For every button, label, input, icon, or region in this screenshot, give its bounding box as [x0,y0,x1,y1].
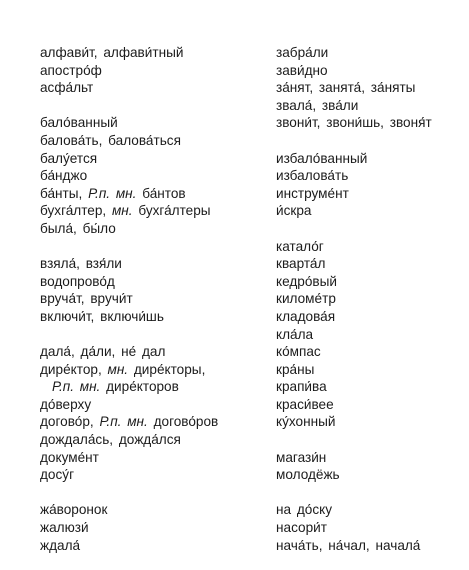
word-entry: нача́ть, на́чал, начала́ [276,537,421,553]
grammar-note: Р.п. мн. [88,185,137,201]
word-entry: насори́т [276,520,327,536]
grammar-note: мн. [107,361,129,377]
entry-spacer [40,238,268,256]
word-entry: забра́ли [276,45,329,60]
word-form: догово́р, [40,414,100,430]
grammar-note: мн. [111,203,133,219]
word-form: догово́ров [147,414,219,430]
word-entry: бало́ванный [40,115,118,131]
word-form: бухга́лтер, [40,203,112,219]
word-form: ба́нтов [136,185,186,201]
word-entry: ку́хонный [276,414,336,430]
word-entry: кла́ла [276,326,314,342]
word-entry: зави́дно [276,62,328,78]
word-entry: водопрово́д [40,273,115,289]
word-entry: алфави́т, алфави́тный [40,45,184,60]
entry-spacer [40,97,268,115]
word-entry: была́, бы́ло [40,220,116,236]
word-entry: взяла́, взя́ли [40,256,122,272]
word-entry: асфа́льт [40,80,94,96]
word-entry: ба́нджо [40,168,88,184]
entry-spacer [40,484,268,502]
word-entry [40,378,268,396]
entry-spacer [40,326,268,344]
word-form: бухга́лтеры [132,203,211,219]
word-entry: краси́вее [276,396,334,412]
word-entry: апостро́ф [40,62,102,78]
word-entry: избалова́ть [276,168,349,184]
grammar-note: Р.п. мн. [52,379,101,395]
word-entry: за́нят, занята́, за́няты [276,80,416,96]
word-entry: кладова́я [276,308,336,324]
word-entry: катало́г [276,238,324,254]
word-entry: докуме́нт [40,449,99,465]
entry-spacer [276,132,466,150]
word-entry [40,413,268,431]
word-entry: жалюзи́ [40,520,89,536]
word-entry: включи́т, включи́шь [40,308,164,324]
left-word-column [40,44,268,554]
word-entry: жа́воронок [40,502,108,518]
word-form: дире́ктор, [40,361,108,377]
word-entry: звони́т, звони́шь, звоня́т [276,115,432,131]
word-entry: дала́, да́ли, не́ дал [40,344,166,360]
word-entry [40,361,268,379]
word-entry [40,202,268,220]
word-entry: магази́н [276,449,327,465]
word-entry: кедро́вый [276,273,337,289]
word-entry [40,185,268,203]
word-entry: инструме́нт [276,185,349,201]
word-entry: киломе́тр [276,291,336,307]
word-form: дире́кторы, [128,361,206,377]
right-word-column [276,44,466,554]
word-entry: крапи́ва [276,379,327,395]
word-form: дире́кторов [100,379,179,395]
entry-spacer [276,220,466,238]
word-entry: молодёжь [276,467,340,483]
word-entry: на до́ску [276,502,333,518]
word-entry: кра́ны [276,361,315,377]
entry-spacer [276,431,466,449]
word-form: ба́нты, [40,185,89,201]
word-entry: балу́ется [40,150,98,166]
word-entry: ждала́ [40,537,81,553]
word-entry: звала́, зва́ли [276,97,359,113]
word-entry: вруча́т, вручи́т [40,291,133,307]
word-entry: ко́мпас [276,344,321,360]
word-entry: досу́г [40,467,75,483]
word-entry: балова́ть, балова́ться [40,132,181,148]
word-entry: и́скра [276,203,312,219]
word-entry: избало́ванный [276,150,368,166]
entry-spacer [276,484,466,502]
word-entry: дождала́сь, дожда́лся [40,432,181,448]
word-entry: до́верху [40,396,92,412]
word-entry: кварта́л [276,256,326,272]
grammar-note: Р.п. мн. [99,414,148,430]
